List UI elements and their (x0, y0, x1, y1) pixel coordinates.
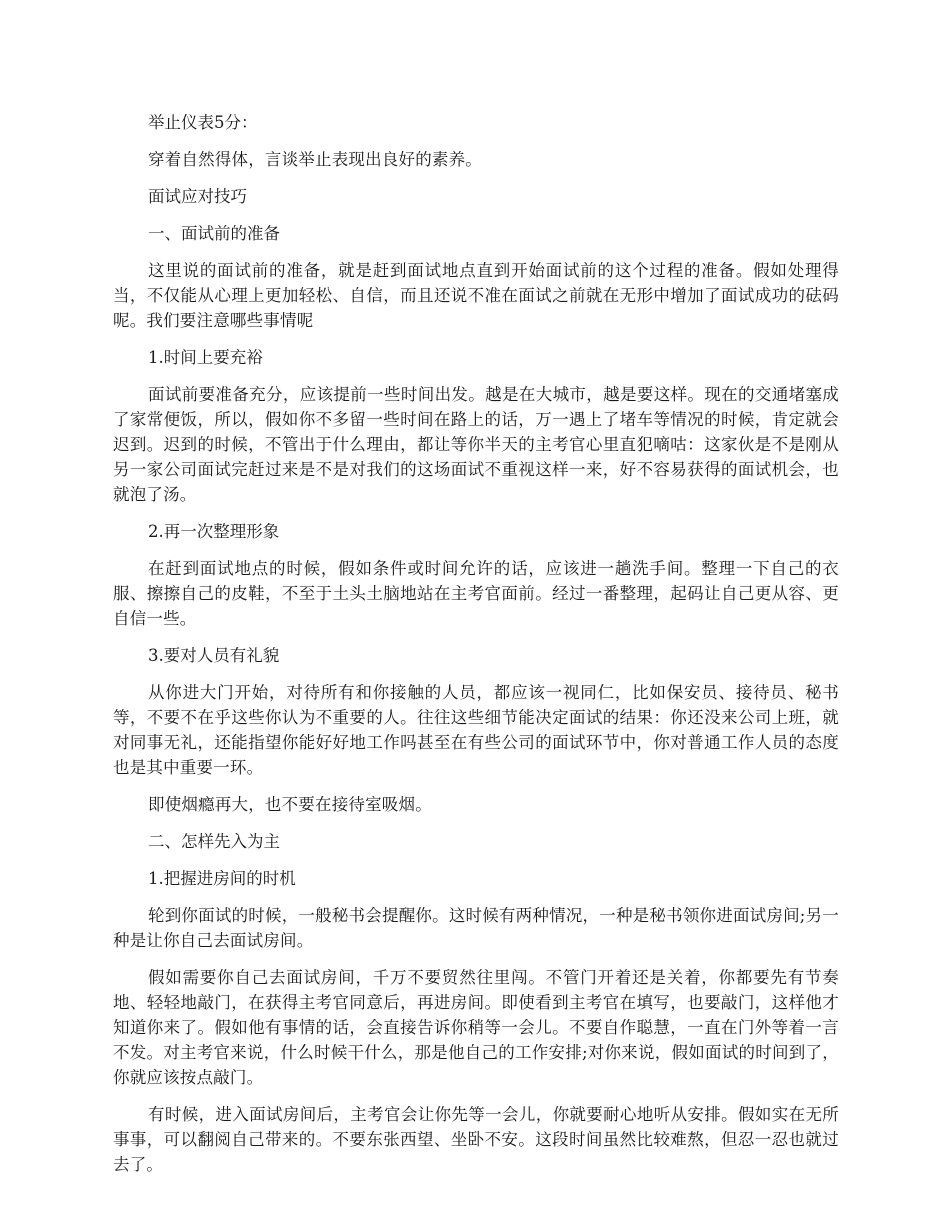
section-heading: 1.把握进房间的时机 (148, 869, 296, 888)
section-heading: 二、怎样先入为主 (148, 832, 280, 851)
body-paragraph: 穿着自然得体，言谈举止表现出良好的素养。 (148, 150, 482, 169)
body-paragraph: 假如需要你自己去面试房间，千万不要贸然往里闯。不管门开着还是关着，你都要先有节奏地、轻轻地敲门，在获得主考官同意后，再进房间。即使看到主考官在填写，也要敲门，这样他才知道你来了。假如他有事情的话，会直接告诉你稍等一会儿。不要自作聪慧，一直在门外等着一言不发。对主考官来说，什么时候干什么，那是他自己的工作安排;对你来说，假如面试的时间到了，你就应该按点敲门。 (113, 968, 839, 1087)
section-heading: 面试应对技巧 (148, 187, 247, 206)
section-heading: 一、面试前的准备 (148, 224, 280, 243)
section-heading: 举止仪表5分： (148, 113, 258, 132)
section-heading: 1.时间上要充裕 (148, 348, 263, 367)
body-paragraph: 在赶到面试地点的时候，假如条件或时间允许的话，应该进一趟洗手间。整理一下自己的衣服、擦擦自己的皮鞋，不至于土头土脑地站在主考官面前。经过一番整理，起码让自己更从容、更自信一些。 (113, 559, 839, 628)
body-paragraph: 面试前要准备充分，应该提前一些时间出发。越是在大城市，越是要这样。现在的交通堵塞成了家常便饭，所以，假如你不多留一些时间在路上的话，万一遇上了堵车等情况的时候，肯定就会迟到。迟到的时候，不管出于什么理由，都让等你半天的主考官心里直犯嘀咕：这家伙是不是刚从另一家公司面试完赶过来是不是对我们的这场面试不重视这样一来，好不容易获得的面试机会，也就泡了汤。 (113, 385, 839, 504)
section-heading: 3.要对人员有礼貌 (148, 646, 280, 665)
body-paragraph: 从你进大门开始，对待所有和你接触的人员，都应该一视同仁，比如保安员、接待员、秘书等，不要不在乎这些你认为不重要的人。往往这些细节能决定面试的结果：你还没来公司上班，就对同事无礼，还能指望你能好好地工作吗甚至在有些公司的面试环节中，你对普通工作人员的态度也是其中重要一环。 (113, 683, 839, 777)
body-paragraph: 即使烟瘾再大，也不要在接待室吸烟。 (148, 795, 432, 814)
body-paragraph: 这里说的面试前的准备，就是赶到面试地点直到开始面试前的这个过程的准备。假如处理得当，不仅能从心理上更加轻松、自信，而且还说不准在面试之前就在无形中增加了面试成功的砝码呢。我们要注意哪些事情呢 (113, 261, 839, 330)
section-heading: 2.再一次整理形象 (148, 522, 280, 541)
body-paragraph: 轮到你面试的时候，一般秘书会提醒你。这时候有两种情况，一种是秘书领你进面试房间;另一种是让你自己去面试房间。 (113, 906, 839, 950)
document-body (113, 110, 839, 1189)
body-paragraph: 有时候，进入面试房间后，主考官会让你先等一会儿，你就要耐心地听从安排。假如实在无所事事，可以翻阅自己带来的。不要东张西望、坐卧不安。这段时间虽然比较难熬，但忍一忍也就过去了。 (113, 1105, 839, 1174)
